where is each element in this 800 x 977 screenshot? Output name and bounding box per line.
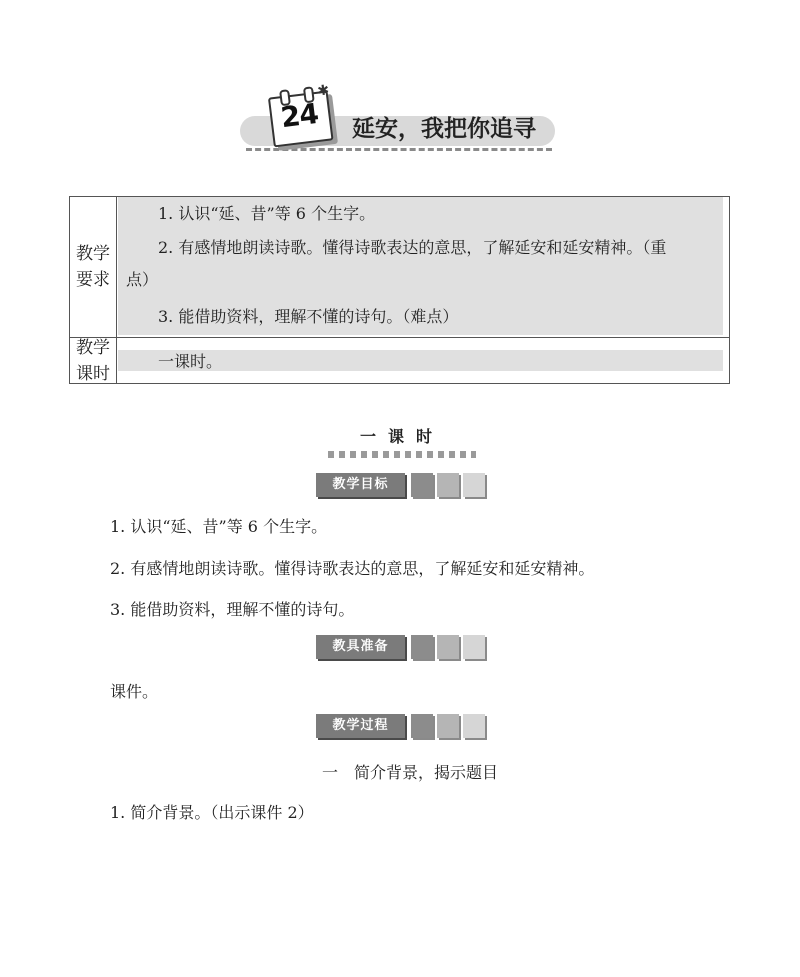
hours-label-line: 教学 [76,337,110,358]
lesson-number: 24 [278,96,320,135]
materials-tag [316,635,486,659]
requirements-table [69,196,730,384]
section-dotted-rule [328,451,476,458]
tag-square-icon [411,714,433,738]
hours-value: 一课时。 [158,352,223,371]
tag-square-icon [437,714,459,738]
tag-square-icon [411,473,433,497]
hours-content [118,350,723,371]
hours-row [70,338,729,383]
calendar-icon [267,83,333,144]
requirement-item: 1. 认识“延、昔”等 6 个生字。 [158,204,376,223]
requirement-item: 3. 能借助资料，理解不懂的诗句。（难点） [158,307,459,326]
section-heading-text: 一课时 [359,427,444,446]
requirements-label-line: 要求 [76,270,110,290]
process-item: 1. 简介背景。（出示课件 2） [110,803,314,822]
requirement-item-continuation: 点） [126,270,159,289]
tag-square-icon [437,635,459,659]
requirements-row [70,197,729,338]
requirement-item: 2. 有感情地朗读诗歌。懂得诗歌表达的意思，了解延安和延安精神。（重 [158,238,667,257]
goal-item: 1. 认识“延、昔”等 6 个生字。 [110,517,328,536]
hours-label [70,338,117,383]
goal-item: 2. 有感情地朗读诗歌。懂得诗歌表达的意思，了解延安和延安精神。 [110,559,595,578]
process-step-heading: 一 简介背景，揭示题目 [322,763,499,782]
goals-tag [316,473,486,497]
tag-square-icon [411,635,433,659]
goal-item: 3. 能借助资料，理解不懂的诗句。 [110,600,355,619]
process-tag-label: 教学过程 [316,714,405,738]
tag-square-icon [463,473,485,497]
tag-square-icon [437,473,459,497]
tag-square-icon [463,635,485,659]
section-heading [322,424,482,464]
requirements-label-line: 教学 [76,244,110,264]
materials-text: 课件。 [110,682,159,701]
requirements-content [118,197,723,335]
star-icon: ✱ [316,82,331,100]
hours-label-line: 课时 [76,363,110,384]
tag-square-icon [463,714,485,738]
materials-tag-label: 教具准备 [316,635,405,659]
header-dashed-rule [246,148,552,151]
requirements-label [70,197,117,337]
goals-tag-label: 教学目标 [316,473,405,497]
process-tag [316,714,486,738]
lesson-header [240,80,570,155]
lesson-title: 延安，我把你追寻 [352,116,536,142]
